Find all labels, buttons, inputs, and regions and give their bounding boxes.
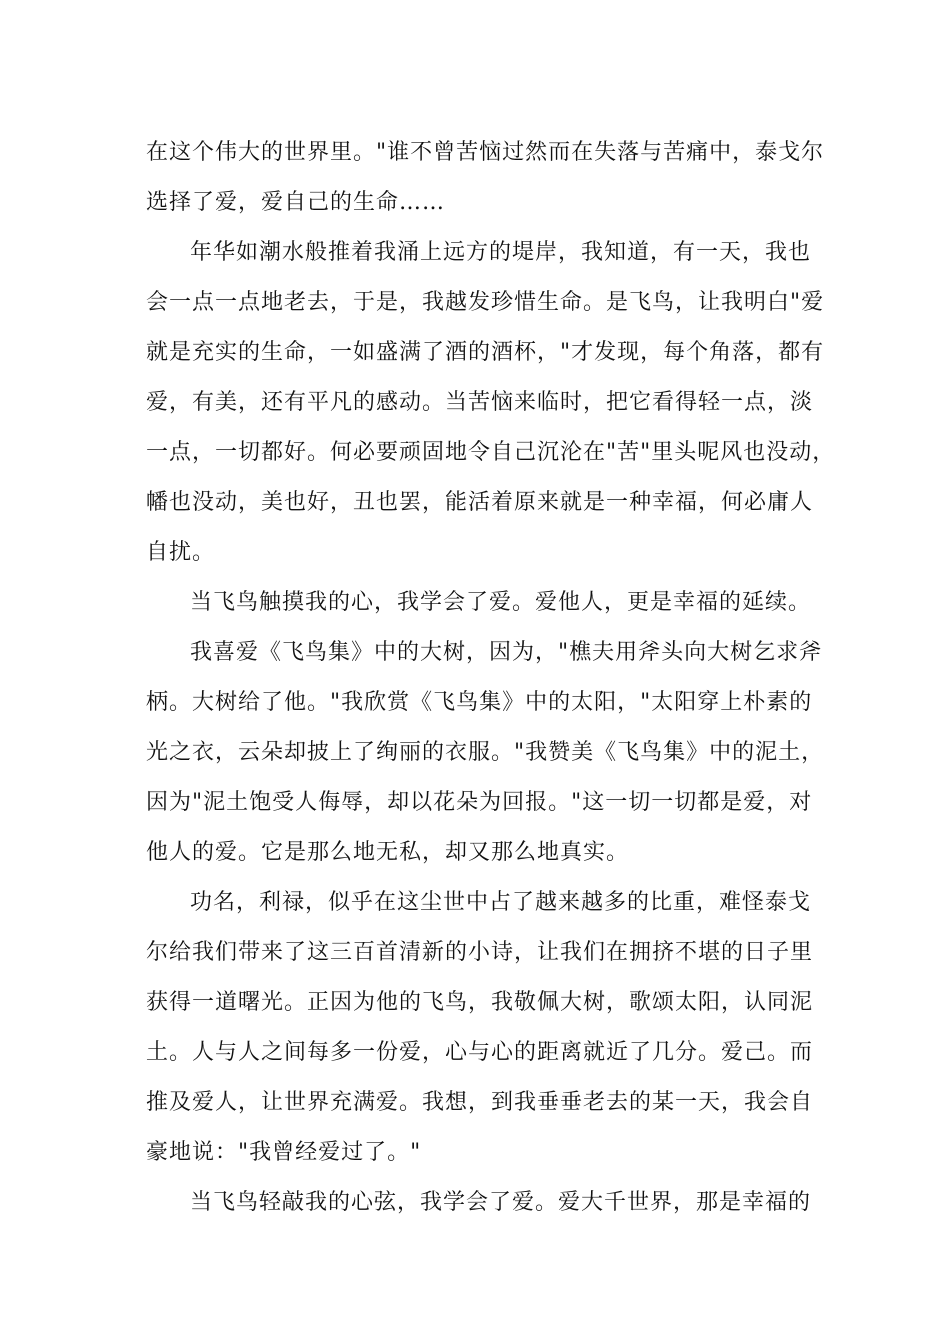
- text-line: 光之衣，云朵却披上了绚丽的衣服。"我赞美《飞鸟集》中的泥土，: [146, 740, 825, 765]
- text-line: 他人的爱。它是那么地无私，却又那么地真实。: [146, 840, 630, 865]
- text-line: 自扰。: [146, 540, 216, 565]
- text-line: 推及爱人，让世界充满爱。我想，到我垂垂老去的某一天，我会自: [146, 1090, 814, 1115]
- text-line: 选择了爱，爱自己的生命……: [146, 190, 446, 215]
- paragraph-start-line: 当飞鸟触摸我的心，我学会了爱。爱他人，更是幸福的延续。: [190, 590, 812, 615]
- paragraph-start-line: 我喜爱《飞鸟集》中的大树，因为，"樵夫用斧头向大树乞求斧: [190, 640, 823, 665]
- text-line: 幡也没动，美也好，丑也罢，能活着原来就是一种幸福，何必庸人: [146, 490, 814, 515]
- paragraph-start-line: 当飞鸟轻敲我的心弦，我学会了爱。爱大千世界，那是幸福的: [190, 1190, 812, 1215]
- paragraph-start-line: 功名，利禄，似乎在这尘世中占了越来越多的比重，难怪泰戈: [190, 890, 812, 915]
- text-line: 土。人与人之间每多一份爱，心与心的距离就近了几分。爱己。而: [146, 1040, 814, 1065]
- text-line: 获得一道曙光。正因为他的飞鸟，我敬佩大树，歌颂太阳，认同泥: [146, 990, 814, 1015]
- text-line: 豪地说："我曾经爱过了。": [146, 1140, 422, 1165]
- text-line: 就是充实的生命，一如盛满了酒的酒杯，"才发现，每个角落，都有: [146, 340, 825, 365]
- text-line: 会一点一点地老去，于是，我越发珍惜生命。是飞鸟，让我明白"爱: [146, 290, 825, 315]
- text-line: 尔给我们带来了这三百首清新的小诗，让我们在拥挤不堪的日子里: [146, 940, 814, 965]
- text-line: 柄。大树给了他。"我欣赏《飞鸟集》中的太阳，"太阳穿上朴素的: [146, 690, 813, 715]
- text-line: 爱，有美，还有平凡的感动。当苦恼来临时，把它看得轻一点，淡: [146, 390, 814, 415]
- text-line: 一点，一切都好。何必要顽固地令自己沉沦在"苦"里头呢风也没动，: [146, 440, 836, 465]
- text-line: 在这个伟大的世界里。"谁不曾苦恼过然而在失落与苦痛中，泰戈尔: [146, 140, 825, 165]
- document-body: [146, 128, 836, 1228]
- text-line: 因为"泥土饱受人侮辱，却以花朵为回报。"这一切一切都是爱，对: [146, 790, 813, 815]
- paragraph-start-line: 年华如潮水般推着我涌上远方的堤岸，我知道，有一天，我也: [190, 240, 812, 265]
